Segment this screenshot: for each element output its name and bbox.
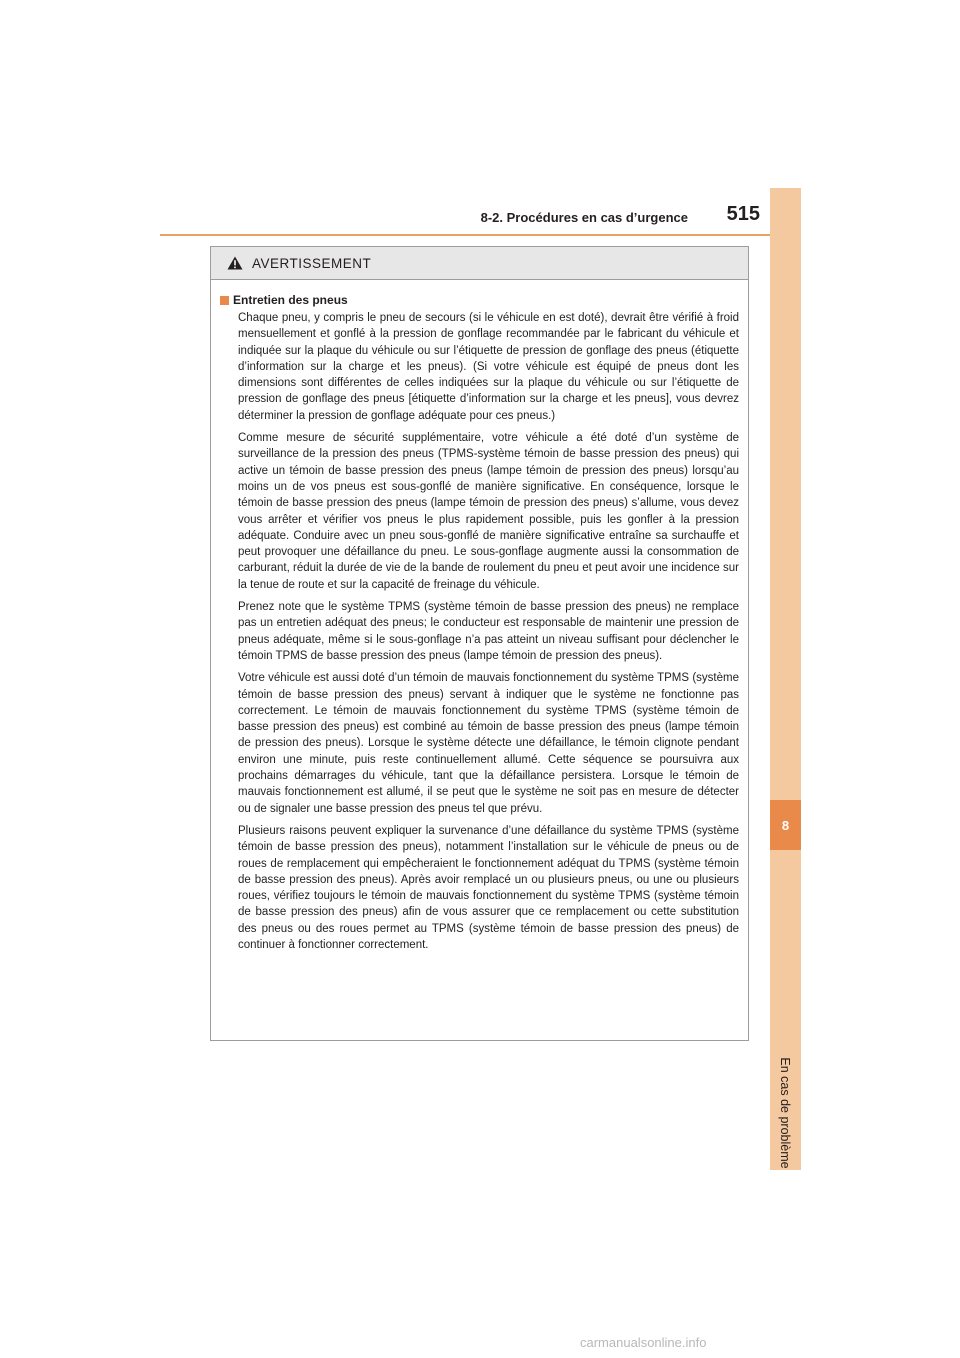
chapter-title: En cas de problème: [778, 1057, 792, 1169]
warning-triangle-icon: [227, 256, 243, 270]
warning-header: [211, 247, 748, 280]
paragraph: Plusieurs raisons peuvent expliquer la survenance d’une défaillance du système TPMS (système témoin de basse pression des pneus), notamment l’installation sur le véhicule de pneus ou de roues de remplacement qui empêcheraient le fonctionnement adéquat du TPMS (système témoin de basse pression des pneus). Après avoir remplacé un ou plusieurs pneus, ou une ou plusieurs roues, vérifiez toujours le témoin de mauvais fonctionnement du système TPMS (système témoin de basse pression des pneus) afin de vous assurer que ce remplacement ou cette substitution des pneus ou des roues permet au TPMS (système témoin de basse pression des pneus) de continuer à fonctionner correctement.: [238, 824, 739, 951]
square-bullet-icon: [220, 296, 229, 305]
paragraph: Votre véhicule est aussi doté d’un témoin de mauvais fonctionnement du système TPMS (système témoin de basse pression des pneus) servant à indiquer que le système ne fonctionne pas correctement. Le témoin de mauvais fonctionnement du système TPMS (système témoin de basse pression des pneus) est combiné au témoin de basse pression des pneus (lampe témoin de pression des pneus). Lorsque le système détecte une défaillance, le témoin clignote pendant environ une minute, puis reste continuellement allumé. Cette séquence se poursuivra aux prochains démarrages du véhicule, tant que la défaillance persistera. Lorsque le témoin de mauvais fonctionnement est allumé, il se peut que le système ne soit pas en mesure de détecter ou de signaler une basse pression des pneus tel que prévu.: [238, 672, 739, 815]
warning-box: [210, 246, 749, 1041]
chapter-number-box: [770, 800, 801, 850]
item-heading: [220, 293, 739, 307]
warning-body: [211, 280, 748, 953]
page-number: 515: [726, 203, 760, 225]
chapter-number: 8: [781, 817, 790, 833]
item-heading-text: Entretien des pneus: [233, 293, 348, 307]
paragraph: Comme mesure de sécurité supplémentaire, votre véhicule a été doté d’un système de surveillance de la pression des pneus (TPMS-système témoin de basse pression des pneus) qui active un témoin de basse pression des pneus (lampe témoin de pression des pneus) lorsqu’au moins un de vos pneus est sous-gonflé de manière significative. En conséquence, lorsque le témoin de basse pression des pneus (lampe témoin de pression des pneus) s’allume, vous devez vous arrêter et vérifier vos pneus le plus rapidement possible, puis les gonfler à la pression adéquate. Conduire avec un pneu sous-gonflé de manière significative entraîne sa surchauffe et peut provoquer une défaillance du pneu. Le sous-gonflage augmente aussi la consommation de carburant, réduit la durée de vie de la bande de roulement du pneu et peut avoir une incidence sur la tenue de route et sur la capacité de freinage du véhicule.: [238, 432, 739, 591]
section-title: 8-2. Procédures en cas d’urgence: [480, 210, 688, 225]
warning-title: AVERTISSEMENT: [252, 255, 372, 271]
paragraph: Prenez note que le système TPMS (système témoin de basse pression des pneus) ne remplace pas un entretien adéquat des pneus; le conducteur est responsable de maintenir une pression de pneus adéquate, même si le sous-gonflage n’a pas atteint un niveau suffisant pour déclencher le témoin TPMS de basse pression des pneus (lampe témoin de pression des pneus).: [238, 601, 739, 662]
page-header: [160, 198, 800, 236]
chapter-side-tab: [770, 188, 801, 1170]
watermark: carmanualsonline.info: [580, 1335, 707, 1350]
paragraph: Chaque pneu, y compris le pneu de secours (si le véhicule en est doté), devrait être vérifié à froid mensuellement et gonflé à la pression de gonflage recommandée par le fabricant du véhicule et indiquée sur la plaque du véhicule ou sur l’étiquette de pression de gonflage des pneus (étiquette d’information sur la charge et les pneus). (Si votre véhicule est équipé de pneus dont les dimensions sont différentes de celles indiquées sur la plaque du véhicule ou sur l’étiquette de pression de gonflage des pneus [étiquette d’information sur la charge et les pneus], vous devrez déterminer la pression de gonflage adéquate pour ces pneus.): [238, 312, 739, 422]
